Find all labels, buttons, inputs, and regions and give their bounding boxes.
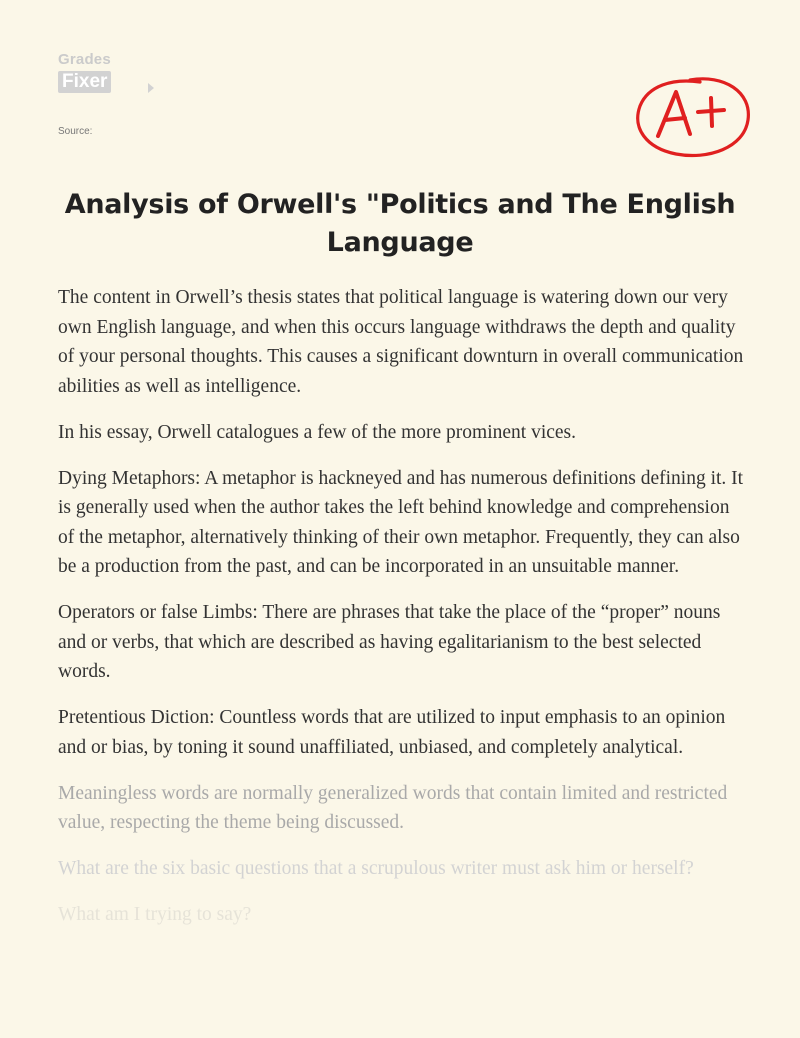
source-label: Source: xyxy=(58,126,93,137)
paragraph: In his essay, Orwell catalogues a few of the more prominent vices. xyxy=(58,421,577,443)
paragraph: The content in Orwell’s thesis states that political language is watering down our very own English language, and when this occurs language withdraws the depth and quality of your personal thoughts. This causes a significant downturn in overall communication abilities as well as intelligence. xyxy=(58,287,744,397)
logo-top-text: Grades xyxy=(58,51,111,68)
paragraph: Dying Metaphors: A metaphor is hackneyed and has numerous definitions defining it. It is generally used when the author takes the left behind knowledge and comprehension of the metaphor, alternatively thinking of their own metaphor. Frequently, they can also be a production from the past, and can be incorporated in an unsuitable manner. xyxy=(58,467,744,577)
paragraph: Pretentious Diction: Countless words that are utilized to input emphasis to an opinion and or bias, by toning it sound unaffiliated, unbiased, and completely analytical. xyxy=(58,707,726,758)
play-triangle-icon xyxy=(148,83,154,93)
gradesfixer-logo[interactable] xyxy=(58,52,168,104)
paragraph: What am I trying to say? xyxy=(58,904,252,925)
logo-box-text: Fixer xyxy=(58,71,111,93)
paragraph: What are the six basic questions that a scrupulous writer must ask him or herself? xyxy=(58,858,694,879)
a-plus-stamp-icon xyxy=(628,70,756,162)
paragraph: Operators or false Limbs: There are phrases that take the place of the “proper” nouns and or verbs, that which are described as having egalitarianism to the best selected words. xyxy=(58,602,721,682)
paragraph: Meaningless words are normally generalized words that contain limited and restricted value, respecting the theme being discussed. xyxy=(58,782,728,833)
essay-body xyxy=(58,283,748,946)
essay-title: Analysis of Orwell's "Politics and The English Language xyxy=(64,189,736,258)
